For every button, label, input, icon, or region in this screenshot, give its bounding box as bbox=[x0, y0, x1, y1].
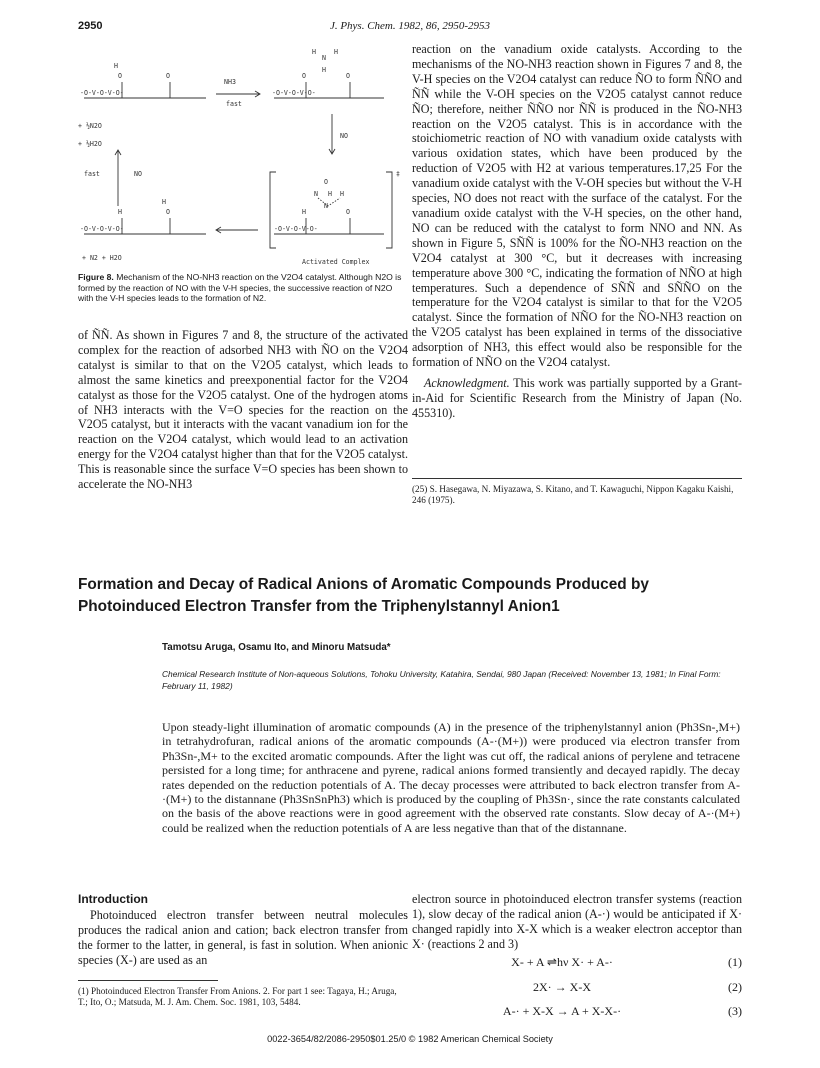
bracket-right bbox=[386, 172, 392, 248]
intro-left-paragraph: Photoinduced electron transfer between neutral molecules produces the radical anion and cation; back electron transfer from the former to the latter, in general, is fast in solution. When anionic species (X-) are used as an bbox=[78, 908, 408, 967]
label-plus-n2o: + ½N2O bbox=[78, 122, 102, 130]
svg-text:O: O bbox=[302, 72, 306, 80]
intro-heading: Introduction bbox=[78, 892, 148, 906]
svg-text:N: N bbox=[322, 54, 326, 62]
svg-text:O: O bbox=[346, 72, 350, 80]
ack-text: This work was partially supported by a Grant-in-Aid for Scientific Research from the Ministry of Japan (No. 455310). bbox=[412, 375, 742, 420]
footnote-right: (25) S. Hasegawa, N. Miyazawa, S. Kitano, and T. Kawaguchi, Nippon Kagaku Kaishi, 246 (1975). bbox=[412, 484, 734, 506]
footnote-rule-left bbox=[78, 980, 218, 981]
label-fast-top: fast bbox=[226, 100, 242, 108]
mechanism-diagram bbox=[78, 46, 408, 268]
svg-text:N: N bbox=[324, 202, 328, 210]
svg-text:H: H bbox=[328, 190, 332, 198]
label-no-left: NO bbox=[134, 170, 142, 178]
journal-reference: J. Phys. Chem. 1982, 86, 2950-2953 bbox=[329, 20, 491, 32]
page-footer: 0022-3654/82/2086-2950$01.25/0 © 1982 American Chemical Society bbox=[267, 1034, 553, 1044]
bracket-left bbox=[270, 172, 276, 248]
label-fast-left: fast bbox=[84, 170, 100, 178]
right-paragraph: reaction on the vanadium oxide catalysts. According to the mechanisms of the NO-NH3 reaction shown in Figures 7 and 8, the V-H species on the V2O4 catalyst can reduce ÑO to form ÑÑO and ÑÑ while the V-OH species on the V2O5 catalyst cannot reduce ÑO; therefore, neither ÑÑO nor ÑÑ is produced in the ÑO-NH3 reaction on the V2O5 catalyst. This is in accordance with the stoichiometric reaction of NO with vanadium oxide catalysts with various oxidation states, which have been produced by the reduction of V2O5 with H2 at various temperatures.17,25 For the vanadium oxide catalyst with the V-OH species but without the V-H species, NO does not react with the surface of the catalyst. For the vanadium oxide catalyst with the V-H species, on the other hand, NO can be reduced with the catalyst to form NNO and NN. As shown in Figure 5, SÑÑ is 100% for the ÑO-NH3 reaction on the V2O4 catalyst at 300 °C, but it decreases with increasing temperature above 300 °C, indicating the formation of NÑO at high temperatures. Such a dependence of SÑÑ and SÑÑO on the temperature for the V2O4 catalyst is similar to that for the V2O5 catalyst. Since the formation of NÑO for the ÑO-NH3 reaction on the V2O5 catalyst has been explained in terms of the dissociative adsorption of NH3, this effect would also be responsible for the formation of NÑO on the V2O4 catalyst. bbox=[412, 42, 742, 370]
left-column-text bbox=[78, 328, 408, 492]
figure-caption bbox=[78, 272, 408, 304]
svg-text:O: O bbox=[324, 178, 328, 186]
equation-1-number: (1) bbox=[728, 955, 742, 969]
left-paragraph: of ÑÑ. As shown in Figures 7 and 8, the structure of the activated complex for the reaction of adsorbed NH3 with ÑO on the V2O4 catalyst is similar to that on the V2O5 catalyst, which leads to almost the same kinetics and preexponential factor for the V2O4 catalyst as those for the V2O5 catalyst. One of the hydrogen atoms of NH3 interacts with the V=O species for the reaction on the V2O5 catalyst, but it interacts with the vacant vanadium ion for the reaction on the V2O4 catalyst, which would lead to an activation energy for the V2O4 catalyst higher than that for the V2O5 catalyst. This is reasonable since the surface V=O species has been shown to accelerate the NO-NH3 bbox=[78, 328, 408, 492]
svg-text:H: H bbox=[162, 198, 166, 206]
svg-text:H: H bbox=[118, 208, 122, 216]
acknowledgment bbox=[412, 376, 742, 421]
ack-label: Acknowledgment. bbox=[424, 375, 510, 390]
equation-3 bbox=[412, 1004, 742, 1020]
label-plus-h2o: + ½H2O bbox=[78, 140, 102, 148]
footnote-rule-right bbox=[412, 478, 742, 479]
equation-3-expr: A-· + X-X → A + X-X-· bbox=[502, 1004, 622, 1018]
chain-label-top-right: -O-V-O-V-O- bbox=[272, 89, 316, 97]
caption-label: Figure 8. bbox=[78, 272, 114, 282]
svg-text:O: O bbox=[166, 208, 170, 216]
article-affiliation: Chemical Research Institute of Non-aqueous Solutions, Tohoku University, Katahira, Sendai, 980 Japan (Received: November 13, 1981; In Final Form: February 11, 1982) bbox=[162, 669, 721, 691]
chain-label-bottom-left: -O-V-O-V-O- bbox=[80, 225, 124, 233]
intro-footnote: (1) Photoinduced Electron Transfer From Anions. 2. For part 1 see: Tagaya, H.; Aruga, T.; Ito, O.; Matsuda, M. J. Am. Chem. Soc. 1981, 103, 5484. bbox=[78, 986, 397, 1008]
intro-right-paragraph: electron source in photoinduced electron transfer systems (reaction 1), slow decay of the radical anion (A-·) would be anticipated if X· changed rapidly into X-X which is a weaker electron acceptor than X· (reactions 2 and 3) bbox=[412, 892, 742, 951]
svg-text:H: H bbox=[302, 208, 306, 216]
article-title: Formation and Decay of Radical Anions of Aromatic Compounds Produced by Photoinduced Electron Transfer from the Triphenylstannyl Anion1 bbox=[78, 576, 649, 615]
svg-text:H: H bbox=[312, 48, 316, 56]
right-column-text bbox=[412, 42, 742, 421]
svg-text:H: H bbox=[334, 48, 338, 56]
chain-label-top-left: -O-V-O-V-O- bbox=[80, 89, 124, 97]
chain-label-complex: -O-V-O-V-O- bbox=[274, 225, 318, 233]
svg-text:H: H bbox=[340, 190, 344, 198]
dagger-mark: ‡ bbox=[396, 170, 400, 178]
label-bottom-left: + N2 + H2O bbox=[82, 254, 122, 262]
equation-1-expr: X- + A ⇌hν X· + A-· bbox=[511, 955, 613, 969]
equation-2-expr: 2X· → X-X bbox=[533, 980, 591, 994]
label-no-right: NO bbox=[340, 132, 348, 140]
svg-text:H: H bbox=[322, 66, 326, 74]
svg-text:H: H bbox=[114, 62, 118, 70]
svg-text:O: O bbox=[118, 72, 122, 80]
label-activated-complex: Activated Complex bbox=[302, 258, 370, 266]
article-authors: Tamotsu Aruga, Osamu Ito, and Minoru Matsuda* bbox=[162, 642, 391, 653]
equation-1 bbox=[412, 955, 742, 971]
reagent-nh3: NH3 bbox=[224, 78, 236, 86]
svg-text:N: N bbox=[314, 190, 318, 198]
page-number: 2950 bbox=[78, 20, 103, 32]
svg-text:O: O bbox=[166, 72, 170, 80]
equation-2-number: (2) bbox=[728, 980, 742, 994]
equation-3-number: (3) bbox=[728, 1004, 742, 1018]
equation-2 bbox=[412, 980, 742, 996]
caption-text: Mechanism of the NO-NH3 reaction on the V2O4 catalyst. Although N2O is formed by the reaction of NO with the V-H species, the successive reaction of N2O with the V-H species leads to the formation of N2. bbox=[78, 272, 402, 304]
svg-text:O: O bbox=[346, 208, 350, 216]
article-abstract: Upon steady-light illumination of aromatic compounds (A) in the presence of the triphenylstannyl anion (Ph3Sn-,M+) in tetrahydrofuran, radical anions of the aromatic compounds (A-·(M+)) were produced via electron transfer from Ph3Sn-,M+ to the excited aromatic compounds. After the light was cut off, the radical anions of perylene and tetracene persisted for a long time; for anthracene and pyrene, radical anions formed transiently and decayed rapidly. The decay rates depended on the reduction potentials of A. The decay processes were attributed to back electron transfer from A-·(M+) to the distannane (Ph3SnSnPh3) which is produced by the coupling of Ph3Sn·, since the rate constants calculated on the basis of the above reactions were in good agreement with the observed rate constants. Slow decay of A-·(M+) could be realized when the reduction potentials of A are less negative than that of the distannane. bbox=[162, 720, 740, 835]
page-header bbox=[78, 20, 742, 36]
